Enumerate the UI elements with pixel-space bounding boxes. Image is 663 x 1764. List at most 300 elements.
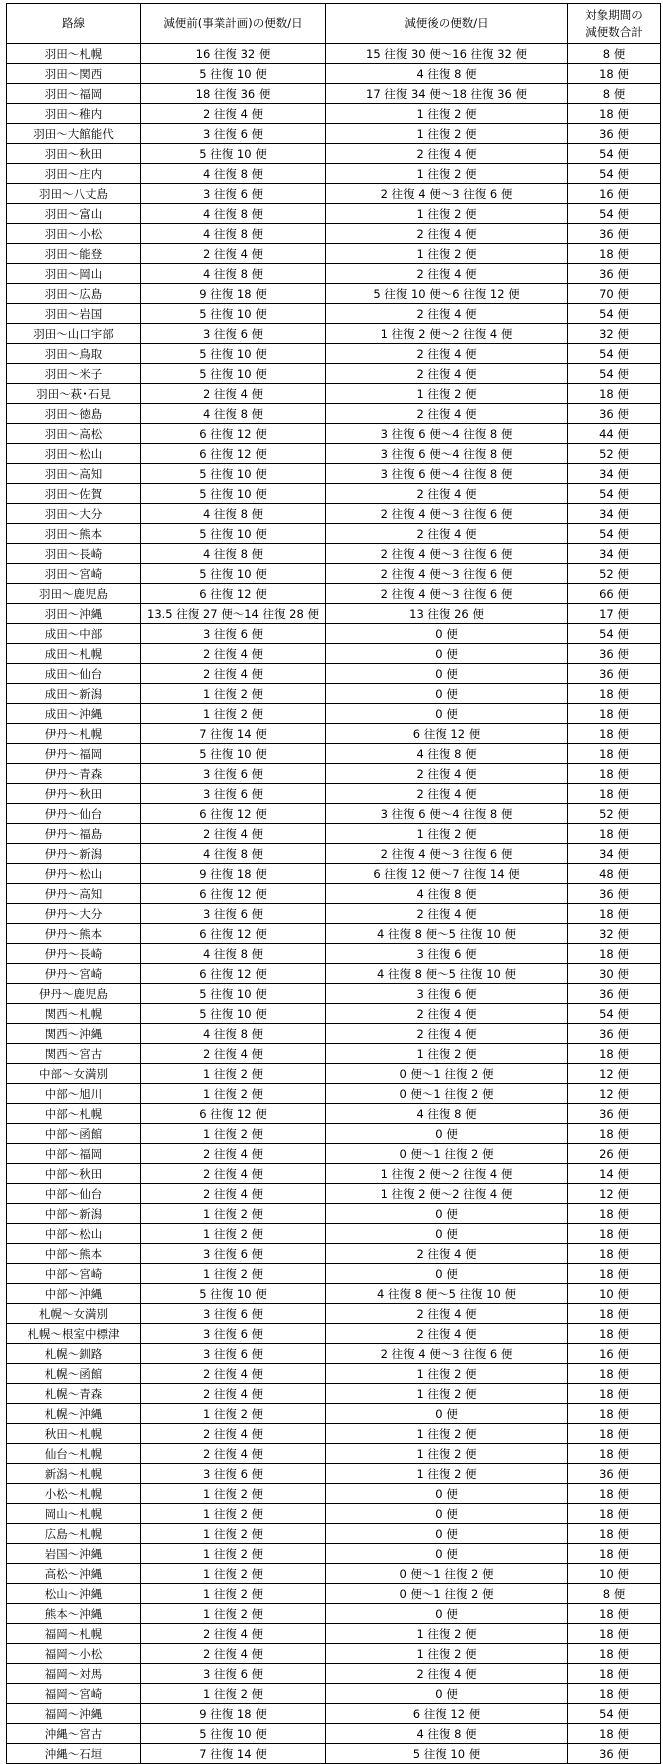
route-cell: 羽田～稚内 <box>7 104 141 124</box>
after-cell: 2 往復 4 便～3 往復 6 便 <box>326 504 568 524</box>
after-cell: 6 往復 12 便 <box>326 1704 568 1724</box>
total-cell: 10 便 <box>568 1284 661 1304</box>
total-cell: 18 便 <box>568 1604 661 1624</box>
table-row <box>7 104 661 124</box>
after-cell: 2 往復 4 便 <box>326 364 568 384</box>
total-cell: 36 便 <box>568 884 661 904</box>
total-cell: 36 便 <box>568 1464 661 1484</box>
before-cell: 2 往復 4 便 <box>141 1624 326 1644</box>
total-cell: 18 便 <box>568 1124 661 1144</box>
table-row <box>7 184 661 204</box>
before-cell: 3 往復 6 便 <box>141 904 326 924</box>
after-cell: 2 往復 4 便 <box>326 524 568 544</box>
route-cell: 仙台～札幌 <box>7 1444 141 1464</box>
total-cell: 12 便 <box>568 1064 661 1084</box>
after-cell: 0 便 <box>326 1204 568 1224</box>
table-row <box>7 1104 661 1124</box>
route-cell: 中部～札幌 <box>7 1104 141 1124</box>
route-cell: 羽田～福岡 <box>7 84 141 104</box>
total-cell: 18 便 <box>568 1324 661 1344</box>
after-cell: 4 往復 8 便 <box>326 1724 568 1744</box>
total-cell: 18 便 <box>568 1664 661 1684</box>
before-cell: 18 往復 36 便 <box>141 84 326 104</box>
table-row <box>7 1224 661 1244</box>
before-cell: 9 往復 18 便 <box>141 284 326 304</box>
before-cell: 1 往復 2 便 <box>141 1544 326 1564</box>
before-cell: 2 往復 4 便 <box>141 384 326 404</box>
table-row <box>7 864 661 884</box>
table-row <box>7 1124 661 1144</box>
before-cell: 6 往復 12 便 <box>141 884 326 904</box>
total-cell: 52 便 <box>568 444 661 464</box>
route-cell: 羽田～鹿児島 <box>7 584 141 604</box>
total-cell: 17 便 <box>568 604 661 624</box>
after-cell: 6 往復 12 便 <box>326 724 568 744</box>
after-cell: 1 往復 2 便 <box>326 824 568 844</box>
after-cell: 2 往復 4 便 <box>326 784 568 804</box>
after-cell: 0 便 <box>326 1524 568 1544</box>
total-cell: 18 便 <box>568 724 661 744</box>
route-cell: 伊丹～松山 <box>7 864 141 884</box>
before-cell: 1 往復 2 便 <box>141 1524 326 1544</box>
total-cell: 54 便 <box>568 524 661 544</box>
after-cell: 1 往復 2 便 <box>326 1384 568 1404</box>
total-cell: 18 便 <box>568 704 661 724</box>
before-cell: 4 往復 8 便 <box>141 164 326 184</box>
after-cell: 4 往復 8 便 <box>326 744 568 764</box>
total-cell: 52 便 <box>568 564 661 584</box>
after-cell: 0 便～1 往復 2 便 <box>326 1064 568 1084</box>
total-cell: 8 便 <box>568 1584 661 1604</box>
after-cell: 0 便 <box>326 624 568 644</box>
after-cell: 5 往復 10 便～6 往復 12 便 <box>326 284 568 304</box>
total-cell: 36 便 <box>568 1024 661 1044</box>
total-cell: 18 便 <box>568 1044 661 1064</box>
after-cell: 1 往復 2 便 <box>326 1364 568 1384</box>
before-cell: 4 往復 8 便 <box>141 504 326 524</box>
before-cell: 6 往復 12 便 <box>141 804 326 824</box>
total-cell: 18 便 <box>568 744 661 764</box>
route-cell: 中部～新潟 <box>7 1204 141 1224</box>
header-total-line2: 減便数合計 <box>585 24 643 39</box>
route-cell: 伊丹～仙台 <box>7 804 141 824</box>
after-cell: 15 往復 30 便～16 往復 32 便 <box>326 44 568 64</box>
route-cell: 羽田～松山 <box>7 444 141 464</box>
total-cell: 18 便 <box>568 244 661 264</box>
before-cell: 3 往復 6 便 <box>141 124 326 144</box>
total-cell: 54 便 <box>568 364 661 384</box>
before-cell: 3 往復 6 便 <box>141 1244 326 1264</box>
table-row <box>7 1544 661 1564</box>
before-cell: 1 往復 2 便 <box>141 1224 326 1244</box>
table-row <box>7 484 661 504</box>
table-row <box>7 984 661 1004</box>
before-cell: 1 往復 2 便 <box>141 1084 326 1104</box>
total-cell: 18 便 <box>568 64 661 84</box>
table-row <box>7 1184 661 1204</box>
total-cell: 18 便 <box>568 1684 661 1704</box>
table-row <box>7 164 661 184</box>
total-cell: 36 便 <box>568 664 661 684</box>
total-cell: 48 便 <box>568 864 661 884</box>
route-cell: 高松～沖縄 <box>7 1564 141 1584</box>
before-cell: 3 往復 6 便 <box>141 324 326 344</box>
table-row <box>7 564 661 584</box>
table-row <box>7 884 661 904</box>
table-row <box>7 924 661 944</box>
after-cell: 2 往復 4 便 <box>326 1004 568 1024</box>
before-cell: 3 往復 6 便 <box>141 1304 326 1324</box>
total-cell: 18 便 <box>568 1504 661 1524</box>
route-cell: 福岡～対馬 <box>7 1664 141 1684</box>
total-cell: 8 便 <box>568 44 661 64</box>
after-cell: 1 往復 2 便 <box>326 164 568 184</box>
route-cell: 札幌～釧路 <box>7 1344 141 1364</box>
route-cell: 札幌～根室中標津 <box>7 1324 141 1344</box>
total-cell: 18 便 <box>568 1244 661 1264</box>
total-cell: 18 便 <box>568 1384 661 1404</box>
before-cell: 5 往復 10 便 <box>141 304 326 324</box>
total-cell: 18 便 <box>568 1484 661 1504</box>
after-cell: 2 往復 4 便 <box>326 1304 568 1324</box>
before-cell: 4 往復 8 便 <box>141 224 326 244</box>
total-cell: 10 便 <box>568 1564 661 1584</box>
after-cell: 1 往復 2 便 <box>326 104 568 124</box>
total-cell: 54 便 <box>568 344 661 364</box>
total-cell: 30 便 <box>568 964 661 984</box>
table-row <box>7 524 661 544</box>
after-cell: 3 往復 6 便～4 往復 8 便 <box>326 804 568 824</box>
before-cell: 1 往復 2 便 <box>141 1124 326 1144</box>
total-cell: 18 便 <box>568 1524 661 1544</box>
total-cell: 36 便 <box>568 984 661 1004</box>
route-cell: 成田～沖縄 <box>7 704 141 724</box>
route-cell: 新潟～札幌 <box>7 1464 141 1484</box>
header-after: 減便後の便数/日 <box>326 4 568 44</box>
after-cell: 2 往復 4 便 <box>326 764 568 784</box>
route-cell: 羽田～広島 <box>7 284 141 304</box>
total-cell: 18 便 <box>568 1544 661 1564</box>
route-cell: 成田～新潟 <box>7 684 141 704</box>
route-cell: 羽田～庄内 <box>7 164 141 184</box>
route-cell: 羽田～岡山 <box>7 264 141 284</box>
route-cell: 中部～女満別 <box>7 1064 141 1084</box>
after-cell: 0 便 <box>326 1604 568 1624</box>
after-cell: 0 便 <box>326 1124 568 1144</box>
before-cell: 4 往復 8 便 <box>141 264 326 284</box>
after-cell: 6 往復 12 便～7 往復 14 便 <box>326 864 568 884</box>
before-cell: 5 往復 10 便 <box>141 364 326 384</box>
before-cell: 13.5 往復 27 便～14 往復 28 便 <box>141 604 326 624</box>
total-cell: 54 便 <box>568 204 661 224</box>
table-row <box>7 264 661 284</box>
table-row <box>7 764 661 784</box>
after-cell: 2 往復 4 便 <box>326 264 568 284</box>
before-cell: 1 往復 2 便 <box>141 1204 326 1224</box>
route-cell: 伊丹～秋田 <box>7 784 141 804</box>
route-cell: 福岡～札幌 <box>7 1624 141 1644</box>
after-cell: 2 往復 4 便 <box>326 144 568 164</box>
table-row <box>7 1324 661 1344</box>
before-cell: 1 往復 2 便 <box>141 1604 326 1624</box>
total-cell: 12 便 <box>568 1184 661 1204</box>
after-cell: 0 便～1 往復 2 便 <box>326 1144 568 1164</box>
total-cell: 12 便 <box>568 1084 661 1104</box>
route-cell: 関西～沖縄 <box>7 1024 141 1044</box>
table-row <box>7 1064 661 1084</box>
before-cell: 1 往復 2 便 <box>141 1564 326 1584</box>
table-row <box>7 1364 661 1384</box>
before-cell: 2 往復 4 便 <box>141 824 326 844</box>
route-cell: 羽田～長崎 <box>7 544 141 564</box>
before-cell: 5 往復 10 便 <box>141 1724 326 1744</box>
total-cell: 36 便 <box>568 1744 661 1764</box>
total-cell: 18 便 <box>568 784 661 804</box>
table-row <box>7 404 661 424</box>
table-row <box>7 604 661 624</box>
route-cell: 成田～札幌 <box>7 644 141 664</box>
before-cell: 4 往復 8 便 <box>141 944 326 964</box>
route-cell: 伊丹～大分 <box>7 904 141 924</box>
table-row <box>7 1524 661 1544</box>
after-cell: 2 往復 4 便 <box>326 1664 568 1684</box>
route-cell: 伊丹～札幌 <box>7 724 141 744</box>
table-row <box>7 904 661 924</box>
header-total <box>568 4 661 44</box>
before-cell: 4 往復 8 便 <box>141 404 326 424</box>
route-cell: 札幌～沖縄 <box>7 1404 141 1424</box>
table-row <box>7 1704 661 1724</box>
total-cell: 36 便 <box>568 224 661 244</box>
total-cell: 70 便 <box>568 284 661 304</box>
total-cell: 36 便 <box>568 124 661 144</box>
table-row <box>7 624 661 644</box>
total-cell: 18 便 <box>568 1304 661 1324</box>
route-cell: 羽田～沖縄 <box>7 604 141 624</box>
after-cell: 1 往復 2 便 <box>326 384 568 404</box>
table-row <box>7 324 661 344</box>
after-cell: 5 往復 10 便 <box>326 1744 568 1764</box>
total-cell: 54 便 <box>568 1704 661 1724</box>
table-row <box>7 244 661 264</box>
table-row <box>7 1444 661 1464</box>
route-cell: 中部～宮崎 <box>7 1264 141 1284</box>
table-row <box>7 664 661 684</box>
table-row <box>7 1744 661 1764</box>
table-row <box>7 284 661 304</box>
before-cell: 5 往復 10 便 <box>141 1284 326 1304</box>
total-cell: 52 便 <box>568 804 661 824</box>
table-row <box>7 464 661 484</box>
before-cell: 1 往復 2 便 <box>141 1484 326 1504</box>
total-cell: 34 便 <box>568 844 661 864</box>
total-cell: 18 便 <box>568 764 661 784</box>
total-cell: 34 便 <box>568 504 661 524</box>
after-cell: 1 往復 2 便 <box>326 1424 568 1444</box>
after-cell: 2 往復 4 便 <box>326 304 568 324</box>
before-cell: 3 往復 6 便 <box>141 1664 326 1684</box>
route-cell: 伊丹～熊本 <box>7 924 141 944</box>
before-cell: 9 往復 18 便 <box>141 1704 326 1724</box>
after-cell: 2 往復 4 便 <box>326 904 568 924</box>
before-cell: 2 往復 4 便 <box>141 1144 326 1164</box>
total-cell: 18 便 <box>568 824 661 844</box>
total-cell: 44 便 <box>568 424 661 444</box>
after-cell: 0 便 <box>326 1484 568 1504</box>
before-cell: 2 往復 4 便 <box>141 1184 326 1204</box>
header-total-line1: 対象期間の <box>585 7 643 22</box>
after-cell: 1 往復 2 便～2 往復 4 便 <box>326 1184 568 1204</box>
total-cell: 54 便 <box>568 484 661 504</box>
table-row <box>7 1284 661 1304</box>
before-cell: 3 往復 6 便 <box>141 784 326 804</box>
flight-reduction-table <box>6 3 661 1764</box>
before-cell: 7 往復 14 便 <box>141 1744 326 1764</box>
route-cell: 関西～札幌 <box>7 1004 141 1024</box>
before-cell: 6 往復 12 便 <box>141 444 326 464</box>
after-cell: 0 便 <box>326 1504 568 1524</box>
table-row <box>7 1144 661 1164</box>
total-cell: 26 便 <box>568 1144 661 1164</box>
table-row <box>7 304 661 324</box>
total-cell: 18 便 <box>568 1724 661 1744</box>
before-cell: 1 往復 2 便 <box>141 1584 326 1604</box>
total-cell: 36 便 <box>568 644 661 664</box>
total-cell: 18 便 <box>568 384 661 404</box>
table-row <box>7 1304 661 1324</box>
before-cell: 6 往復 12 便 <box>141 584 326 604</box>
before-cell: 3 往復 6 便 <box>141 1464 326 1484</box>
total-cell: 36 便 <box>568 264 661 284</box>
table-row <box>7 1504 661 1524</box>
route-cell: 伊丹～長崎 <box>7 944 141 964</box>
total-cell: 54 便 <box>568 164 661 184</box>
total-cell: 18 便 <box>568 1644 661 1664</box>
after-cell: 1 往復 2 便 <box>326 244 568 264</box>
table-row <box>7 364 661 384</box>
table-row <box>7 1024 661 1044</box>
before-cell: 2 往復 4 便 <box>141 644 326 664</box>
table-row <box>7 944 661 964</box>
total-cell: 18 便 <box>568 104 661 124</box>
table-row <box>7 784 661 804</box>
route-cell: 羽田～萩･石見 <box>7 384 141 404</box>
total-cell: 18 便 <box>568 684 661 704</box>
route-cell: 伊丹～宮崎 <box>7 964 141 984</box>
table-row <box>7 1644 661 1664</box>
route-cell: 伊丹～高知 <box>7 884 141 904</box>
total-cell: 14 便 <box>568 1164 661 1184</box>
after-cell: 4 往復 8 便～5 往復 10 便 <box>326 924 568 944</box>
before-cell: 2 往復 4 便 <box>141 1424 326 1444</box>
before-cell: 6 往復 12 便 <box>141 924 326 944</box>
route-cell: 羽田～小松 <box>7 224 141 244</box>
total-cell: 54 便 <box>568 304 661 324</box>
before-cell: 2 往復 4 便 <box>141 1364 326 1384</box>
route-cell: 秋田～札幌 <box>7 1424 141 1444</box>
before-cell: 1 往復 2 便 <box>141 1064 326 1084</box>
route-cell: 札幌～青森 <box>7 1384 141 1404</box>
total-cell: 18 便 <box>568 1624 661 1644</box>
table-row <box>7 1604 661 1624</box>
total-cell: 16 便 <box>568 1344 661 1364</box>
after-cell: 2 往復 4 便～3 往復 6 便 <box>326 564 568 584</box>
before-cell: 4 往復 8 便 <box>141 204 326 224</box>
before-cell: 2 往復 4 便 <box>141 244 326 264</box>
table-row <box>7 1384 661 1404</box>
header-before: 減便前(事業計画)の便数/日 <box>141 4 326 44</box>
route-cell: 羽田～秋田 <box>7 144 141 164</box>
before-cell: 6 往復 12 便 <box>141 1104 326 1124</box>
before-cell: 6 往復 12 便 <box>141 424 326 444</box>
table-row <box>7 804 661 824</box>
route-cell: 中部～仙台 <box>7 1184 141 1204</box>
before-cell: 5 往復 10 便 <box>141 464 326 484</box>
table-row <box>7 1264 661 1284</box>
after-cell: 0 便～1 往復 2 便 <box>326 1084 568 1104</box>
table-row <box>7 204 661 224</box>
table-row <box>7 1004 661 1024</box>
after-cell: 2 往復 4 便 <box>326 344 568 364</box>
after-cell: 0 便 <box>326 1264 568 1284</box>
before-cell: 3 往復 6 便 <box>141 1344 326 1364</box>
after-cell: 0 便 <box>326 664 568 684</box>
after-cell: 4 往復 8 便～5 往復 10 便 <box>326 1284 568 1304</box>
route-cell: 成田～仙台 <box>7 664 141 684</box>
route-cell: 伊丹～新潟 <box>7 844 141 864</box>
before-cell: 1 往復 2 便 <box>141 1504 326 1524</box>
after-cell: 0 便 <box>326 704 568 724</box>
after-cell: 2 往復 4 便 <box>326 404 568 424</box>
table-row <box>7 844 661 864</box>
header-route: 路線 <box>7 4 141 44</box>
route-cell: 岩国～沖縄 <box>7 1544 141 1564</box>
table-row <box>7 1584 661 1604</box>
before-cell: 6 往復 12 便 <box>141 964 326 984</box>
table-row <box>7 64 661 84</box>
table-row <box>7 824 661 844</box>
before-cell: 5 往復 10 便 <box>141 344 326 364</box>
after-cell: 0 便 <box>326 684 568 704</box>
after-cell: 4 往復 8 便 <box>326 884 568 904</box>
before-cell: 2 往復 4 便 <box>141 1044 326 1064</box>
table-row <box>7 1204 661 1224</box>
after-cell: 4 往復 8 便 <box>326 1104 568 1124</box>
route-cell: 成田～中部 <box>7 624 141 644</box>
route-cell: 福岡～沖縄 <box>7 1704 141 1724</box>
after-cell: 1 往復 2 便～2 往復 4 便 <box>326 324 568 344</box>
route-cell: 羽田～大館能代 <box>7 124 141 144</box>
table-row <box>7 504 661 524</box>
total-cell: 54 便 <box>568 624 661 644</box>
route-cell: 広島～札幌 <box>7 1524 141 1544</box>
route-cell: 羽田～富山 <box>7 204 141 224</box>
route-cell: 羽田～大分 <box>7 504 141 524</box>
total-cell: 34 便 <box>568 464 661 484</box>
after-cell: 0 便 <box>326 1684 568 1704</box>
before-cell: 1 往復 2 便 <box>141 704 326 724</box>
after-cell: 0 便～1 往復 2 便 <box>326 1564 568 1584</box>
table-row <box>7 1164 661 1184</box>
route-cell: 羽田～宮崎 <box>7 564 141 584</box>
table-header <box>7 4 661 44</box>
table-row <box>7 684 661 704</box>
total-cell: 32 便 <box>568 324 661 344</box>
route-cell: 羽田～熊本 <box>7 524 141 544</box>
after-cell: 2 往復 4 便 <box>326 1244 568 1264</box>
after-cell: 1 往復 2 便 <box>326 124 568 144</box>
table-row <box>7 224 661 244</box>
